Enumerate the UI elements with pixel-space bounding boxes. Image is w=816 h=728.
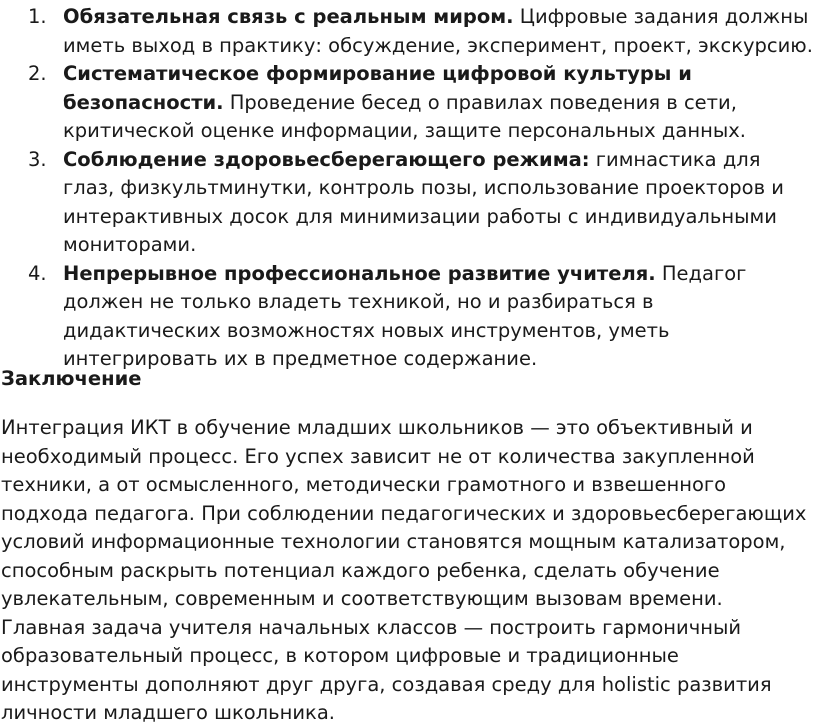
list-item-title: Систематическое формирование цифровой культуры и безопасности.	[63, 62, 692, 114]
list-item	[0, 260, 816, 374]
list-item-title: Непрерывное профессиональное развитие учителя.	[63, 261, 656, 285]
list-item-text: Цифровые задания должны иметь выход в практику: обсуждение, эксперимент, проект, экскурсию.	[63, 5, 813, 57]
list-item	[0, 60, 816, 146]
list-item	[0, 146, 816, 260]
list-item-number: 1.	[28, 5, 47, 28]
list-item-text: гимнастика для глаз, физкультминутки, контроль позы, использование проекторов и интерактивных досок для минимизации работы с индивидуальными мониторами.	[63, 147, 784, 256]
list-item-title: Обязательная связь с реальным миром.	[63, 5, 514, 28]
list-item-text: Педагог должен не только владеть техникой, но и разбираться в дидактических возможностях новых инструментов, уметь интегрировать их в предметное содержание.	[63, 261, 747, 370]
list-item-text: Проведение бесед о правилах поведения в сети, критической оценке информации, защите персональных данных.	[63, 90, 746, 142]
recommendations-list	[0, 3, 816, 374]
conclusion-heading: Заключение	[1, 367, 142, 390]
list-item-number: 2.	[28, 62, 47, 85]
list-item-title: Соблюдение здоровьесберегающего режима:	[63, 147, 590, 171]
list-item	[0, 3, 816, 60]
list-item-number: 4.	[28, 261, 47, 285]
conclusion-paragraph: Интеграция ИКТ в обучение младших школьников — это объективный и необходимый процесс. Его успех зависит не от количества закупленной техники, а от осмысленного, методически грамотного и взвешенного подхода педагога. При соблюдении педагогических и здоровьесберегающих условий информационные технологии становятся мощным катализатором, способным раскрыть потенциал каждого ребенка, сделать обучение увлекательным, современным и соответствующим вызовам времени. Главная задача учителя начальных классов — построить гармоничный образовательный процесс, в котором цифровые и традиционные инструменты дополняют друг друга, создавая среду для holistic развития личности младшего школьника.	[1, 416, 807, 724]
list-item-number: 3.	[28, 147, 47, 171]
